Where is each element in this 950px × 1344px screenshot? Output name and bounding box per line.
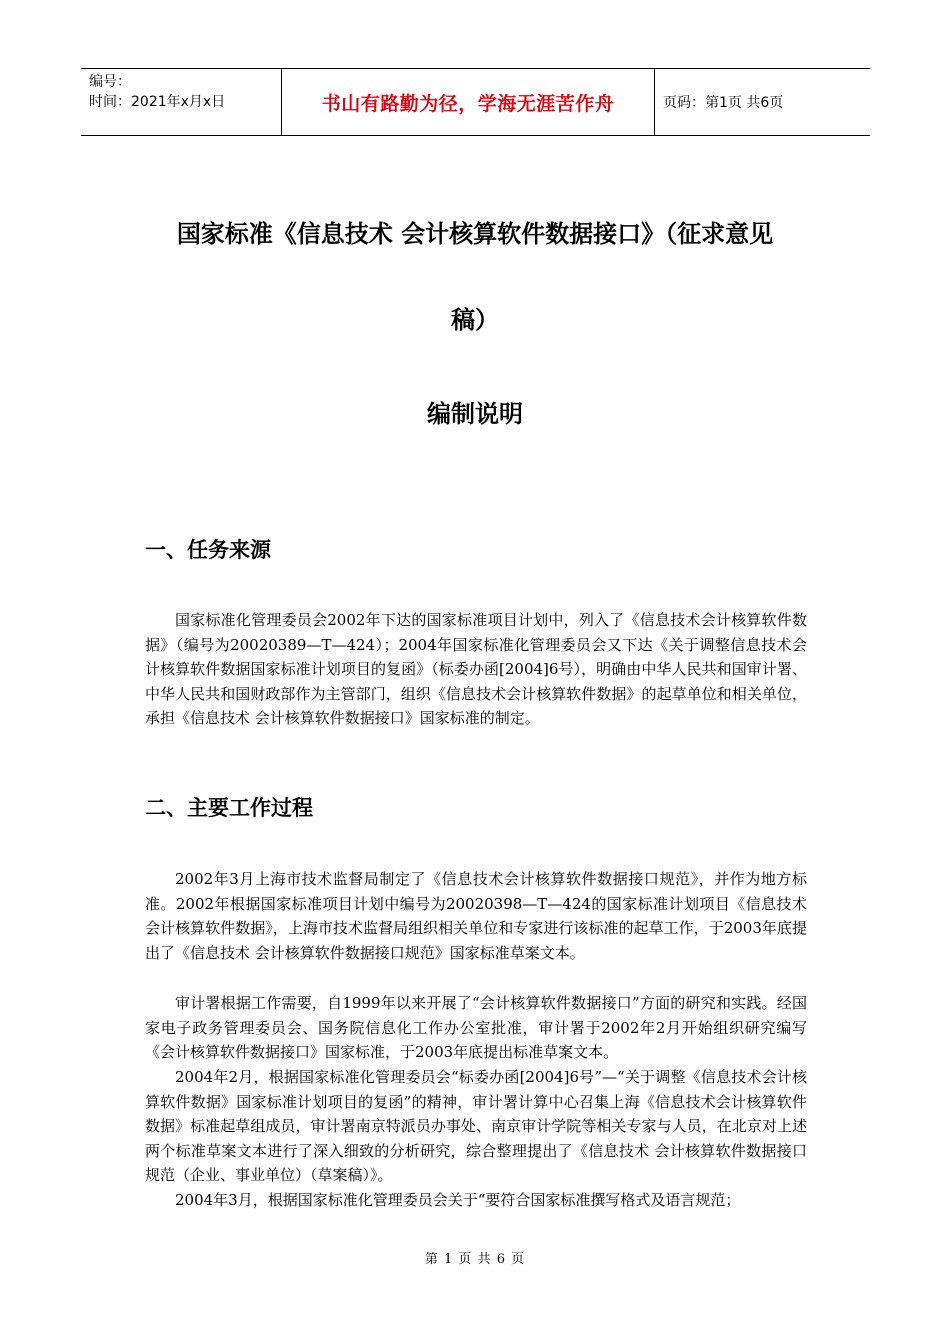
header-motto: 书山有路勤为径，学海无涯苦作舟 [321, 92, 615, 115]
page-footer: 第 1 页 共 6 页 [424, 1252, 526, 1267]
document-title-line-2: 稿） [451, 306, 499, 334]
document-title-line-1: 国家标准《信息技术 会计核算软件数据接口》（征求意见 [176, 220, 774, 248]
header-motto-cell [281, 69, 655, 135]
document-number-label: 编号： [89, 74, 131, 90]
section-paragraph: 国家标准化管理委员会2002年下达的国家标准项目计划中，列入了《信息技术会计核算软件数据》（编号为20020389—T—424）；2004年国家标准化管理委员会又下达《关于调整信息技术会计核算软件数据国家标准计划项目的复函》（标委办函[2004]6号），明确由中华人民共和国审计署、中华人民共和国财政部作为主管部门，组织《信息技术会计核算软件数据》的起草单位和相关单位，承担《信息技术 会计核算软件数据接口》国家标准的制定。 [145, 611, 807, 727]
section-heading-work-process: 二、主要工作过程 [145, 796, 313, 820]
section-heading-task-source: 一、任务来源 [145, 538, 271, 562]
document-subtitle: 编制说明 [427, 400, 523, 428]
section-paragraph: 2004年3月，根据国家标准化管理委员会关于“要符合国家标准撰写格式及语言规范； [175, 1191, 741, 1209]
header-table [81, 68, 870, 136]
document-time-label: 时间：2021年x月x日 [89, 94, 226, 110]
section-paragraph: 2002年3月上海市技术监督局制定了《信息技术会计核算软件数据接口规范》，并作为地方标准。2002年根据国家标准项目计划中编号为20020398—T—424的国家标准计划项目《信息技术会计核算软件数据》，上海市技术监督局组织相关单位和专家进行该标准的起草工作，于2003年底提出了《信息技术 会计核算软件数据接口规范》国家标准草案文本。 [145, 870, 807, 962]
header-page-info: 页码：第1页 共6页 [663, 95, 784, 111]
header-page-cell [655, 69, 870, 135]
section-paragraph: 2004年2月，根据国家标准化管理委员会“标委办函[2004]6号”—“关于调整《信息技术会计核算软件数据》国家标准计划项目的复函”的精神，审计署计算中心召集上海《信息技术会计核算软件数据》标准起草组成员，审计署南京特派员办事处、南京审计学院等相关专家与人员，在北京对上述两个标准草案文本进行了深入细致的分析研究，综合整理提出了《信息技术 会计核算软件数据接口规范（企业、事业单位）（草案稿）》。 [145, 1068, 807, 1184]
header-meta-cell [81, 69, 281, 135]
section-paragraph: 审计署根据工作需要，自1999年以来开展了“会计核算软件数据接口”方面的研究和实践。经国家电子政务管理委员会、国务院信息化工作办公室批准，审计署于2002年2月开始组织研究编写《会计核算软件数据接口》国家标准，于2003年底提出标准草案文本。 [145, 994, 807, 1061]
